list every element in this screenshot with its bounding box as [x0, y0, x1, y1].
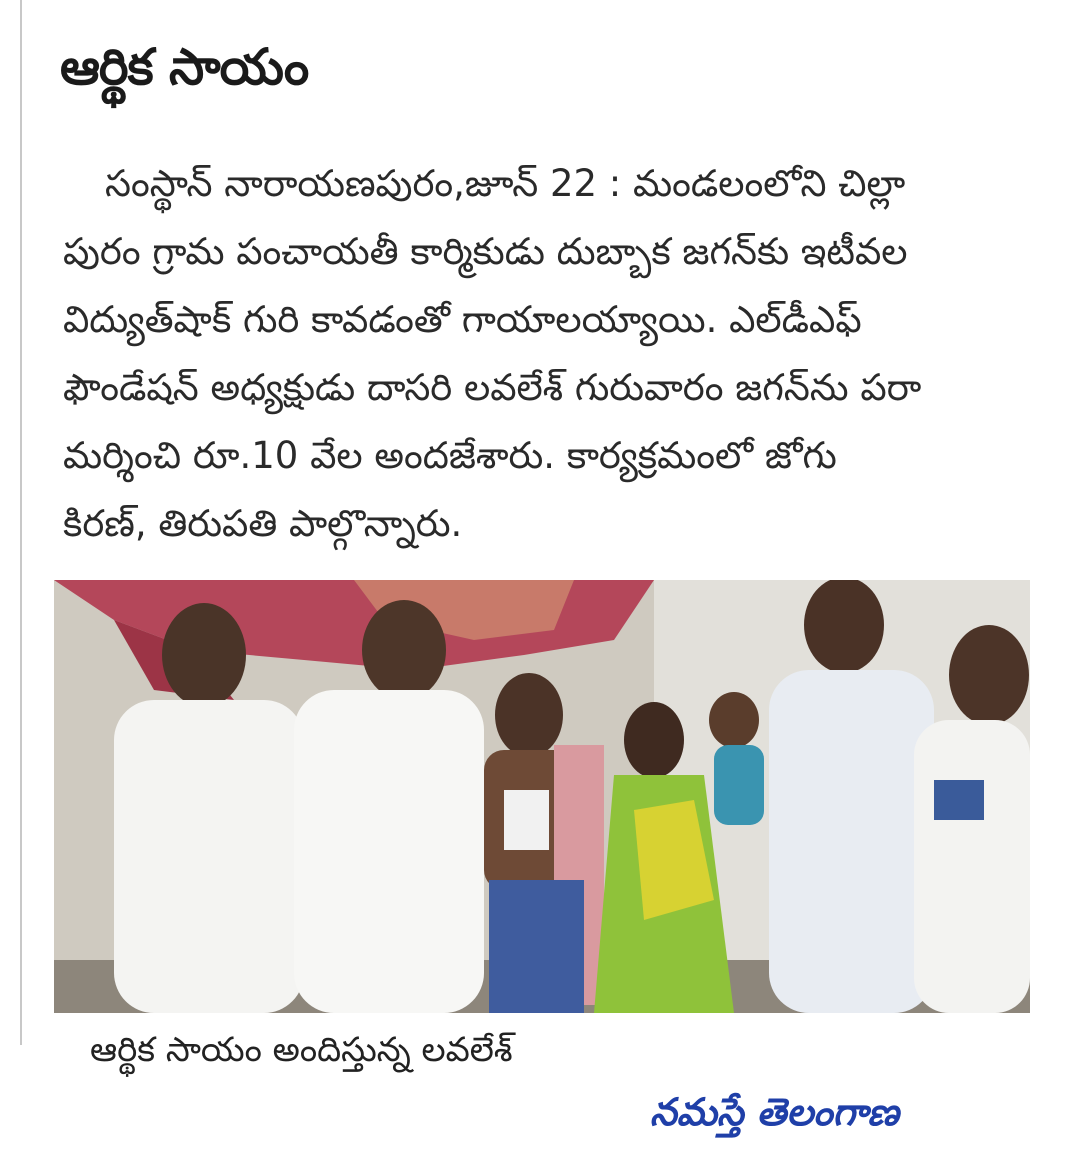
article-line: కిరణ్, తిరుపతి పాల్గొన్నారు. — [63, 502, 463, 545]
column-rule — [20, 0, 22, 1045]
headline: ఆర్థిక సాయం — [60, 38, 309, 96]
news-photo-illustration — [54, 580, 1030, 1013]
news-photo — [54, 580, 1030, 1013]
article-line: పురం గ్రామ పంచాయతీ కార్మికుడు దుబ్బాక జగన్‌కు ఇటీవల — [63, 230, 908, 273]
newspaper-source: నమస్తే తెలంగాణ — [650, 1090, 899, 1134]
article-line: విద్యుత్‌షాక్ గురి కావడంతో గాయాలయ్యాయి. ఎల్‌డీఎఫ్ — [63, 298, 862, 341]
article-line: సంస్థాన్ నారాయణపురం,జూన్ 22 : మండలంలోని చిల్లా — [105, 162, 906, 205]
article-line: ఫౌండేషన్ అధ్యక్షుడు దాసరి లవలేశ్ గురువారం జగన్‌ను పరా — [63, 366, 922, 409]
photo-caption: ఆర్థిక సాయం అందిస్తున్న లవలేశ్ — [90, 1030, 513, 1070]
article-line: మర్శించి రూ.10 వేల అందజేశారు. కార్యక్రమంలో జోగు — [63, 434, 837, 477]
article-body — [63, 150, 1028, 558]
